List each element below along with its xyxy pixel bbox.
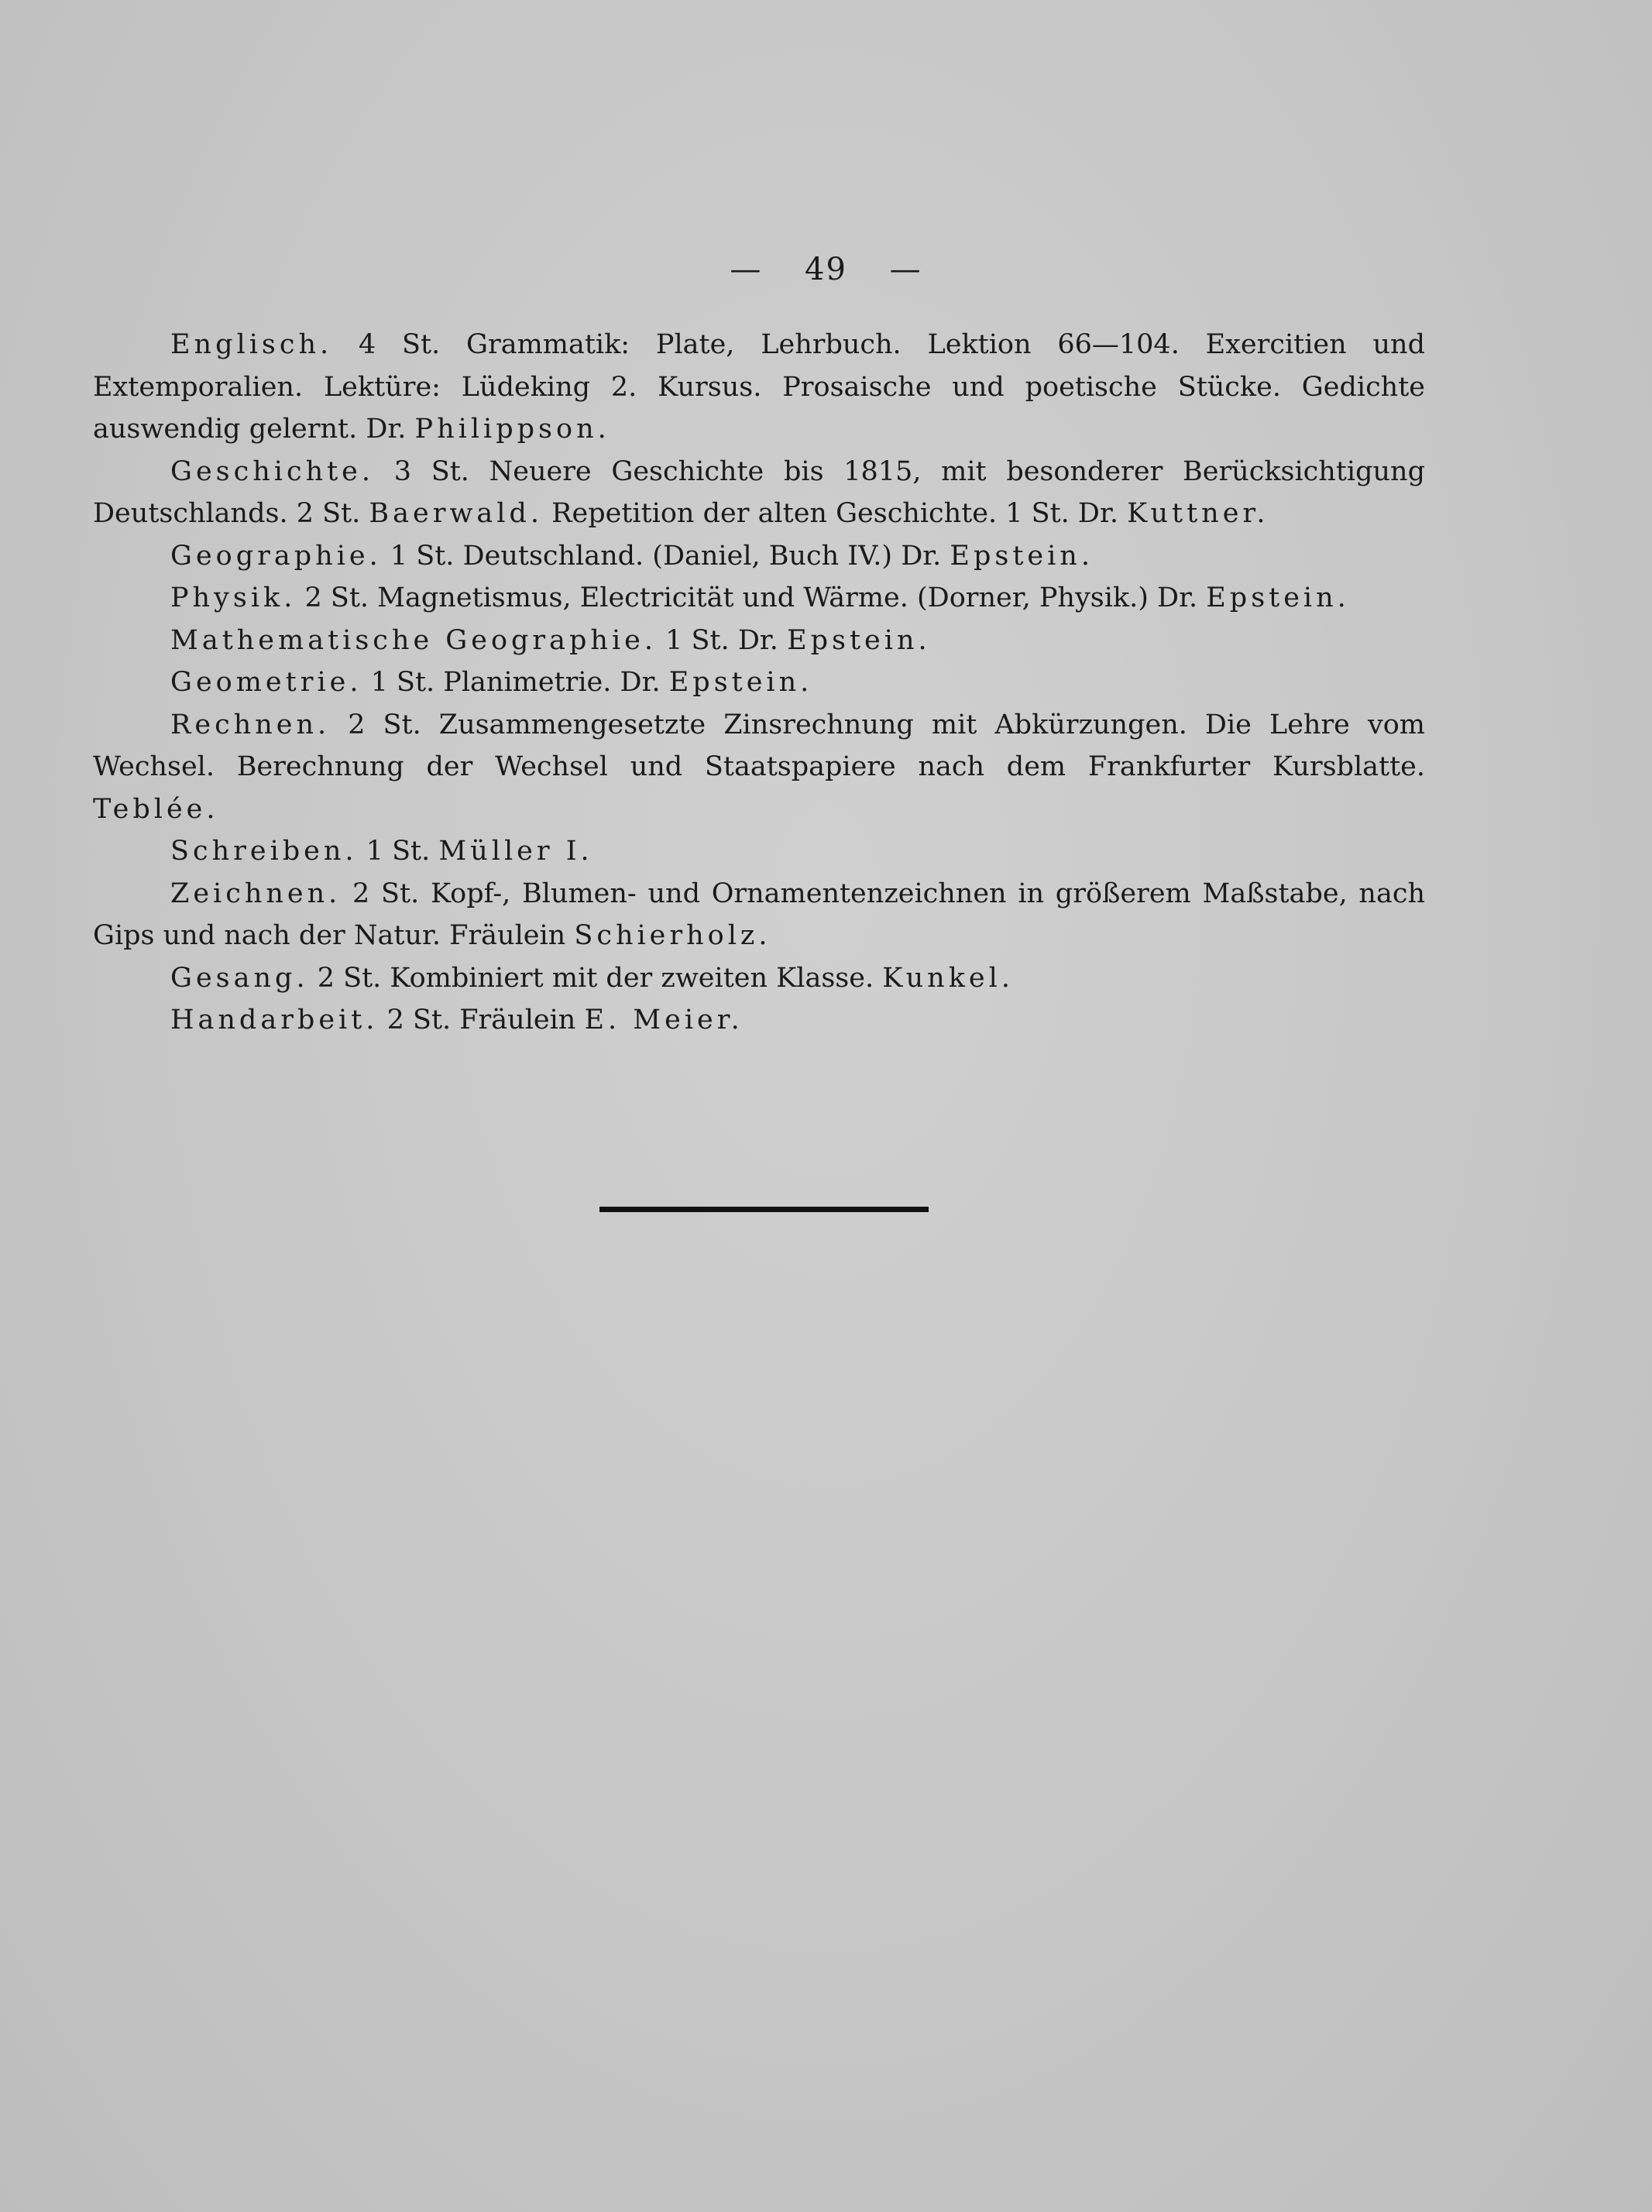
subject-heading: Englisch. (170, 329, 333, 360)
section-end-rule (599, 1207, 929, 1212)
paragraph-geschichte (93, 451, 1425, 535)
paragraph-handarbeit (93, 999, 1425, 1042)
paragraph-geographie (93, 535, 1425, 578)
subject-heading: Gesang. (170, 962, 309, 994)
subject-heading: Schreiben. (170, 836, 358, 867)
teacher-name: Epstein. (950, 540, 1094, 572)
dash-right: — (889, 252, 922, 287)
teacher-name: Epstein. (787, 624, 931, 656)
paragraph-text: 1 St. Dr. (665, 624, 778, 656)
paragraph-text: 1 St. Planimetrie. Dr. (370, 667, 661, 698)
paragraph-text: Repetition der alten Geschichte. 1 St. Dr. (551, 498, 1118, 529)
subject-heading: Physik. (170, 582, 297, 613)
paragraph-rechnen (93, 704, 1425, 831)
subject-heading: Mathematische Geographie. (170, 624, 658, 656)
paragraph-gesang (93, 957, 1425, 1000)
paragraph-text: 4 St. Grammatik: Plate, Lehrbuch. Lektion 66—104. Exercitien und Extemporalien. Lektüre: Lüdeking 2. Kursus. Prosaische und poetische Stücke. Gedichte auswendig gelernt. Dr. (93, 329, 1425, 445)
teacher-name: Baerwald. (369, 498, 544, 529)
paragraph-mathematische-geographie (93, 620, 1425, 662)
subject-heading: Handarbeit. (170, 1005, 379, 1036)
teacher-name: Müller I. (438, 836, 593, 867)
paragraph-text: 2 St. Kopf-, Blumen- und Ornamentenzeichnen in größerem Maßstabe, nach Gips und nach der Natur. Fräulein (93, 878, 1425, 951)
curriculum-text (93, 324, 1425, 1042)
teacher-name: Philippson. (414, 414, 610, 445)
subject-heading: Zeichnen. (170, 878, 342, 909)
paragraph-text: 3 St. Neuere Geschichte bis 1815, mit besonderer Berücksichtigung Deutschlands. 2 St. (93, 455, 1425, 529)
teacher-name: Epstein. (1206, 582, 1350, 613)
paragraph-englisch (93, 324, 1425, 451)
paragraph-text: 2 St. Fräulein (386, 1005, 576, 1036)
subject-heading: Geometrie. (170, 667, 362, 698)
teacher-name: Schierholz. (574, 920, 771, 951)
paragraph-schreiben (93, 830, 1425, 873)
paragraph-text: 1 St. (366, 836, 431, 867)
paragraph-geometrie (93, 661, 1425, 704)
teacher-name: Epstein. (668, 667, 813, 698)
subject-heading: Rechnen. (170, 709, 331, 740)
paragraph-text: 2 St. Zusammengesetzte Zinsrechnung mit Abkürzungen. Die Lehre vom Wechsel. Berechnung der Wechsel und Staatspapiere nach dem Frankfurter Kursblatte. (93, 709, 1425, 782)
subject-heading: Geographie. (170, 540, 382, 572)
page-number-header (0, 252, 1652, 287)
teacher-name: Teblée. (93, 793, 219, 825)
paragraph-text: 2 St. Kombiniert mit der zweiten Klasse. (317, 962, 874, 994)
page-number: 49 (805, 252, 847, 287)
paragraph-text: 2 St. Magnetismus, Electricität und Wärme. (Dorner, Physik.) Dr. (304, 582, 1198, 613)
paragraph-physik (93, 577, 1425, 620)
paragraph-zeichnen (93, 873, 1425, 957)
teacher-name: E. Meier. (584, 1005, 744, 1036)
teacher-name: Kuttner. (1127, 498, 1269, 529)
dash-left: — (730, 252, 763, 287)
teacher-name: Kunkel. (882, 962, 1014, 994)
subject-heading: Geschichte. (170, 455, 375, 487)
paragraph-text: 1 St. Deutschland. (Daniel, Buch IV.) Dr. (390, 540, 942, 572)
